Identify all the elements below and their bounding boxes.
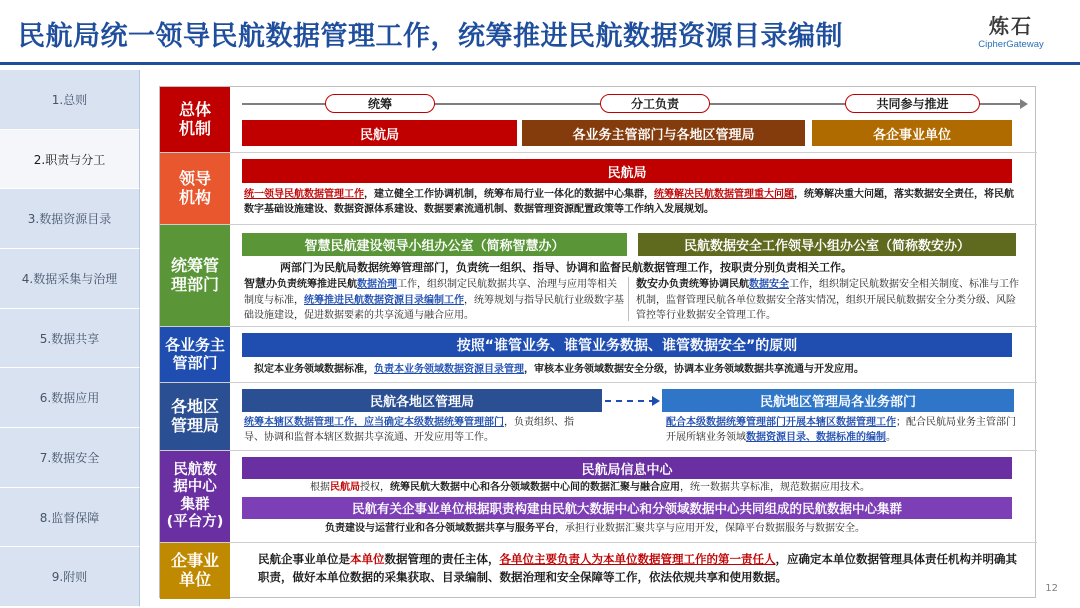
text-dc-a: 根据	[310, 482, 330, 493]
text-dc-c: 授权，	[360, 482, 390, 493]
box-data-security-office: 民航数据安全工作领导小组办公室（简称数安办）	[638, 233, 1016, 256]
text-business-catalog: 负责本业务领域数据资源目录管理	[374, 364, 524, 375]
text-business-c: ，审核本业务领域数据安全分级，协调本业务领域数据共享流通与开发应用。	[524, 364, 864, 375]
responsibility-table	[159, 86, 1036, 598]
text-regional-dept-c: 数据资源目录、数据标准的编制	[746, 432, 886, 443]
text-ent-c: 数据管理的责任主体，	[384, 552, 500, 566]
leadership-description	[244, 187, 1022, 217]
pill-participation: 共同参与推进	[845, 94, 980, 113]
regional-dept-duties	[666, 415, 1022, 445]
logo	[966, 10, 1056, 50]
row-business-depts	[160, 327, 1037, 383]
text-leader-mechanism: ，建立健全工作协调机制，统筹布局行业一体化的数据中心集群，	[364, 189, 654, 200]
text-security-office-b: 负责统筹协调民航	[669, 279, 749, 290]
pill-coordinate: 统筹	[325, 94, 435, 113]
text-security-office-d: 工作，组织制定民航数据安全相关制度、标准与工作机制，监督管理民航各单位数据安全落实情况，组织开展民航数据安全分类分级、风险管控等行业数据安全管理工作。	[636, 279, 1019, 321]
row-enterprises	[160, 543, 1037, 599]
smart-office-duties	[244, 276, 624, 323]
cluster-duties	[325, 521, 1025, 536]
sidebar-item-general[interactable]: 1.总则	[0, 70, 140, 130]
sidebar-item-data-catalog[interactable]: 3.数据资源目录	[0, 189, 140, 249]
logo-text: 炼石	[989, 14, 1033, 38]
sidebar-item-supervision[interactable]: 8.监督保障	[0, 488, 140, 548]
logo-subtext: CipherGateway	[978, 39, 1044, 50]
text-ent-first-responsible: 各单位主要负责人为本单位数据管理工作的第一责任人	[499, 552, 776, 566]
sidebar-item-data-sharing[interactable]: 5.数据共享	[0, 309, 140, 369]
text-ent-a: 民航企事业单位是	[258, 552, 350, 566]
regional-admin-duties	[244, 415, 589, 445]
text-dc-caac: 民航局	[330, 482, 360, 493]
info-center-duties	[310, 480, 1020, 495]
sidebar-item-collection-governance[interactable]: 4.数据采集与治理	[0, 249, 140, 309]
title-divider	[0, 62, 1080, 65]
text-regional-a: 统筹本辖区数据管理工作，应当确定本级数据统筹管理部门	[244, 417, 504, 428]
text-regional-b: ，负责组织、指导、协调和监督本辖区数据共享流通、开发应用等工作。	[244, 417, 574, 443]
box-departments-regional: 各业务主管部门与各地区管理局	[522, 120, 805, 146]
text-leader-rest: ，统筹解决重大问题，落实数据安全责任，将民航数字基础设施建设、数据资源体系建设、数据要素流通机制、数据管理资源配置政策等工作纳入发展规划。	[244, 189, 1014, 215]
box-principle: 按照“谁管业务、谁管业务数据、谁管数据安全”的原则	[242, 333, 1012, 357]
row-label-regional: 各地区 管理局	[160, 383, 230, 450]
row-regional-admin	[160, 383, 1037, 451]
row-label-leadership: 领导 机构	[160, 153, 230, 224]
pill-division: 分工负责	[600, 94, 710, 113]
text-coord-common: 两部门为民航局数据统筹管理部门，负责统一组织、指导、协调和监督民航数据管理工作，按职责分别负责相关工作。	[280, 261, 852, 274]
text-ent-e: ，应确定本单位数据管理具体责任机构并明确其职责，做好本单位数据的采集获取、目录编制、数据治理和安全保障等工作，依法依规共享和使用数据。	[258, 552, 1017, 584]
dashed-connector	[605, 400, 655, 402]
text-regional-dept-d: 。	[886, 432, 896, 443]
row-label-coordination: 统筹管 理部门	[160, 225, 230, 326]
text-leader-major: 统筹解决民航数据管理重大问题	[654, 189, 794, 200]
row-leadership	[160, 153, 1037, 225]
box-smart-aviation-office: 智慧民航建设领导小组办公室（简称智慧办）	[242, 233, 627, 256]
text-regional-dept-a: 配合本级数据统筹管理部门开展本辖区数据管理工作	[666, 417, 896, 428]
box-cluster: 民航有关企事业单位根据职责构建由民航大数据中心和分领域数据中心共同组成的民航数据中心集群	[242, 497, 1012, 519]
page-title: 民航局统一领导民航数据管理工作，统筹推进民航数据资源目录编制	[18, 21, 843, 52]
box-caac-leader: 民航局	[242, 159, 1012, 183]
row-label-enterprise: 企事业 单位	[160, 543, 230, 599]
text-data-governance: 数据治理	[357, 279, 397, 290]
business-description	[254, 362, 1024, 377]
sidebar-item-appendix[interactable]: 9.附则	[0, 547, 140, 607]
page-number: 12	[1045, 583, 1058, 594]
text-smart-office-d: 工作，组织制定民航数据共享、治理与应用等相关制度与标准，	[244, 279, 617, 306]
row-overall-mechanism	[160, 87, 1037, 153]
text-smart-office-b: 负责统筹推进民航	[277, 279, 357, 290]
text-catalog-compile: 统筹推进民航数据资源目录编制工作	[304, 294, 464, 306]
row-label-overall: 总体 机制	[160, 87, 230, 152]
security-office-duties	[636, 276, 1020, 323]
row-data-center-cluster	[160, 451, 1037, 543]
sidebar-item-responsibilities[interactable]: 2.职责与分工	[0, 130, 140, 190]
coordination-common	[280, 260, 1020, 277]
box-regional-departments: 民航地区管理局各业务部门	[662, 389, 1014, 412]
arrow-right-icon	[1020, 99, 1028, 109]
text-dc-d: 统筹民航大数据中心和各分领域数据中心间的数据汇聚与融合应用	[390, 482, 680, 493]
box-caac: 民航局	[242, 120, 517, 146]
enterprise-duties	[258, 551, 1018, 587]
text-leader-unify: 统一领导民航数据管理工作	[244, 189, 364, 200]
text-cluster-a: 负责建设与运营行业和各分领域数据共享与服务平台	[325, 523, 555, 534]
text-dc-e: ，统一数据共享标准，规范数据应用技术。	[680, 482, 870, 493]
sidebar-item-data-application[interactable]: 6.数据应用	[0, 368, 140, 428]
text-smart-office-f: ，统筹规划与指导民航行业级数字基础设施建设，促进数据要素的共享流通与融合应用。	[244, 294, 624, 321]
text-data-security: 数据安全	[749, 279, 789, 290]
arrow-right-icon	[652, 396, 660, 406]
box-info-center: 民航局信息中心	[242, 457, 1012, 479]
text-regional-dept-b: ；配合民航局业务主管部门开展所辖业务领域	[666, 417, 1016, 443]
text-cluster-b: ，承担行业数据汇聚共享与应用开发，保障平台数据服务与数据安全。	[555, 523, 865, 534]
text-ent-unit: 本单位	[350, 552, 385, 566]
column-divider	[628, 277, 629, 321]
text-business-a: 拟定本业务领域数据标准，	[254, 364, 374, 375]
sidebar-nav	[0, 70, 140, 607]
row-coordination-depts	[160, 225, 1037, 327]
box-regional-admin: 民航各地区管理局	[242, 389, 602, 412]
text-smart-office: 智慧办	[244, 277, 277, 290]
row-label-business: 各业务主 管部门	[160, 327, 230, 382]
box-enterprises: 各企事业单位	[812, 120, 1012, 146]
row-label-data-center: 民航数 据中心 集群 (平台方)	[160, 451, 230, 542]
text-security-office: 数安办	[636, 277, 669, 290]
sidebar-item-data-security[interactable]: 7.数据安全	[0, 428, 140, 488]
